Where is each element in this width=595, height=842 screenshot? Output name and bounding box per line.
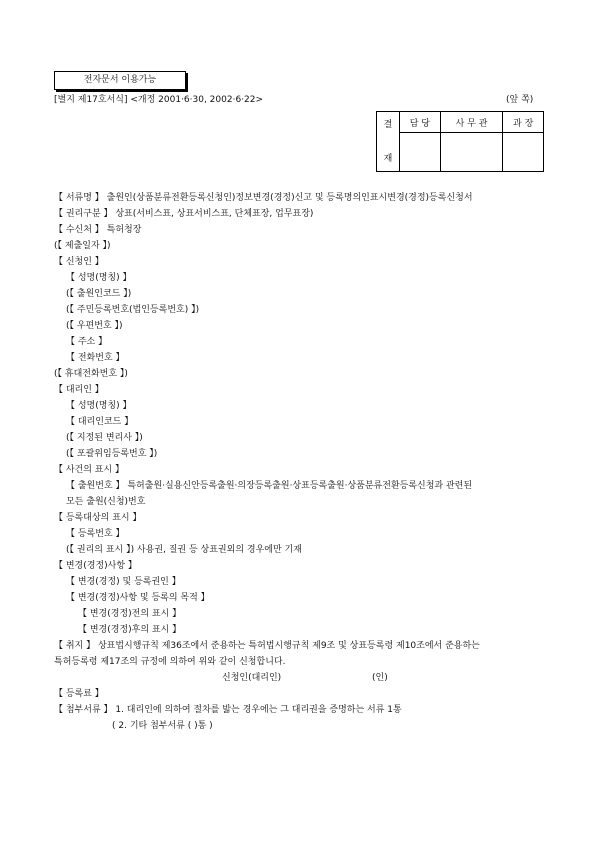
approval-sign-director bbox=[503, 133, 544, 172]
line-applicant-address: 【 주소 】 bbox=[66, 337, 108, 347]
line-change-registrant: 【 변경(경정) 및 등록권인 】 bbox=[66, 577, 181, 587]
approval-sign-officer bbox=[440, 133, 503, 172]
line-agent-name: 【 성명(명칭) 】 bbox=[66, 401, 132, 411]
line-recipient: 【 수신처 】 특허청장 bbox=[54, 225, 142, 235]
line-applicant-name: 【 성명(명칭) 】 bbox=[66, 273, 132, 283]
line-application-number-cont: 모든 출원(신청)번호 bbox=[66, 497, 146, 507]
approval-sign-staff bbox=[400, 133, 441, 172]
line-case-indication: 【 사건의 표시 】 bbox=[54, 465, 125, 475]
line-applicant-phone: 【 전화번호 】 bbox=[66, 353, 125, 363]
approval-side-label bbox=[377, 112, 400, 172]
line-general-power-number: (【 포괄위임등록번호 】) bbox=[66, 449, 158, 459]
line-applicant: 【 신청인 】 bbox=[54, 257, 104, 267]
line-agent-code: 【 대리인코드 】 bbox=[66, 417, 134, 427]
line-purpose-cont: 특허등록령 제17조의 규정에 의하여 위와 같이 신청합니다. bbox=[54, 657, 286, 667]
line-applicant-id-number: (【 주민등록번호(법인등록번호) 】) bbox=[66, 305, 200, 315]
line-attachments: 【 첨부서류 】 1. 대리인에 의하여 절차를 밟는 경우에는 그 대리권을 증명하는 서류 1통 bbox=[54, 705, 402, 715]
line-change-purpose: 【 변경(경정)사항 및 등록의 목적 】 bbox=[66, 593, 210, 603]
approval-box bbox=[376, 111, 544, 172]
line-registration-target: 【 등록대상의 표시 】 bbox=[54, 513, 142, 523]
line-applicant-code: (【 출원인코드 】) bbox=[66, 289, 132, 299]
approval-col-staff: 담 당 bbox=[400, 112, 441, 133]
line-registration-number: 【 등록번호 】 bbox=[66, 529, 125, 539]
line-application-number: 【 출원번호 】 특허출원·실용신안등록출원·의장등록출원·상표등록출원·상품분류전환등록신청과 관련된 bbox=[66, 481, 473, 491]
electronic-document-label: 전자문서 이용가능 bbox=[54, 71, 186, 90]
line-right-indication: (【 권리의 표시 】) 사용권, 질권 등 상표권외의 경우에만 기재 bbox=[66, 545, 302, 555]
approval-col-director: 과 장 bbox=[503, 112, 544, 133]
line-before-change: 【 변경(경정)전의 표시 】 bbox=[78, 609, 182, 619]
approval-col-officer: 사 무 관 bbox=[440, 112, 503, 133]
approval-side-bottom: 재 bbox=[383, 153, 393, 164]
line-purpose: 【 취지 】 상표법시행규칙 제36조에서 준용하는 특허법시행규칙 제9조 및 상표등록령 제10조에서 준용하는 bbox=[54, 641, 480, 651]
page-side-note: (앞 쪽) bbox=[506, 95, 534, 105]
line-after-change: 【 변경(경정)후의 표시 】 bbox=[78, 625, 182, 635]
form-title: [별지 제17호서식] <개정 2001·6·30, 2002·6·22> bbox=[54, 95, 264, 105]
line-agent: 【 대리인 】 bbox=[54, 385, 104, 395]
line-applicant-postcode: (【 우편번호 】) bbox=[66, 321, 123, 331]
line-right-type: 【 권리구분 】 상표(서비스표, 상표서비스표, 단체표장, 업무표장) bbox=[54, 209, 314, 219]
line-attachments-other: ( 2. 기타 첨부서류 ( )통 ) bbox=[112, 721, 213, 731]
approval-side-top: 결 bbox=[383, 119, 393, 130]
line-submission-date: (【 제출일자 】) bbox=[54, 241, 111, 251]
line-designated-attorney: (【 지정된 변리사 】) bbox=[66, 433, 143, 443]
line-applicant-signature: 신청인(대리인) bbox=[222, 673, 282, 683]
line-mobile-phone: (【 휴대전화번호 】) bbox=[54, 369, 128, 379]
line-change-items: 【 변경(경정)사항 】 bbox=[54, 561, 137, 571]
line-registration-fee: 【 등록료 】 bbox=[54, 689, 104, 699]
seal-mark: (인) bbox=[372, 673, 388, 683]
line-document-name: 【 서류명 】 출원인(상품분류전환등록신청인)정보변경(경정)신고 및 등록명의인표시변경(경정)등록신청서 bbox=[54, 193, 473, 203]
